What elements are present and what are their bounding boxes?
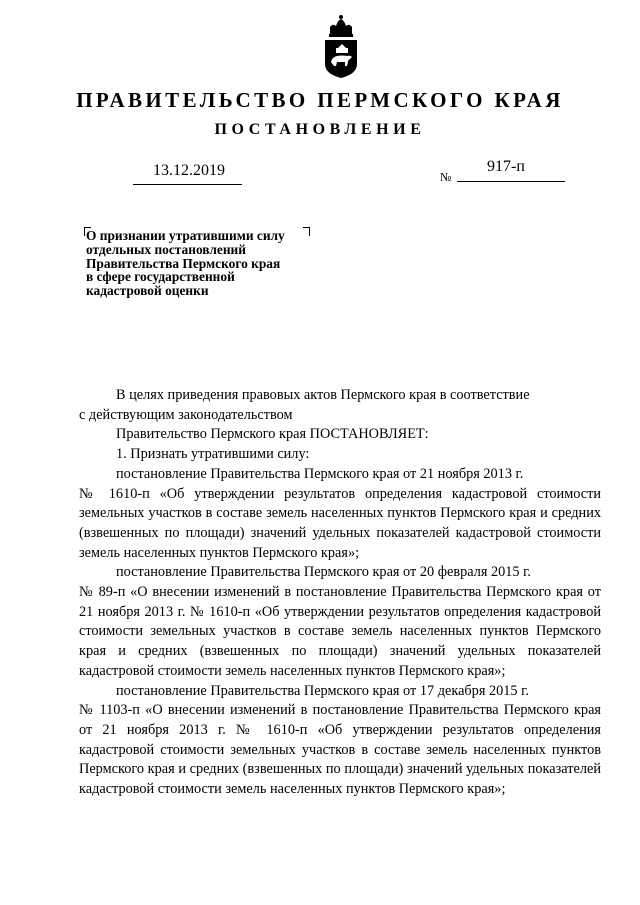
date-underline bbox=[133, 184, 242, 185]
body-paragraph: постановление Правительства Пермского края от 20 февраля 2015 г. bbox=[116, 564, 531, 581]
body-paragraph: № 1103-п «О внесении изменений в постановление Правительства Пермского края от 21 ноября 2013 г. № 1610-п «Об утверждении результатов определения кадастровой стоимости земельных участков в составе земель населенных пунктов Пермского края и средних (взвешенных по площади) значений удельных показателей кадастровой стоимости земель населенных пунктов Пермского края»; bbox=[79, 702, 601, 798]
number-sign: № bbox=[440, 170, 452, 184]
body-paragraph: 1. Признать утратившими силу: bbox=[116, 446, 310, 463]
perm-krai-coat-of-arms-icon bbox=[322, 14, 360, 80]
body-paragraph: Правительство Пермского края ПОСТАНОВЛЯЕТ: bbox=[116, 426, 429, 443]
document-body bbox=[79, 386, 601, 800]
document-date: 13.12.2019 bbox=[153, 162, 225, 179]
document-type: ПОСТАНОВЛЕНИЕ bbox=[214, 121, 426, 138]
subject-line: Правительства Пермского края bbox=[86, 255, 281, 271]
body-paragraph: с действующим законодательством bbox=[79, 406, 293, 423]
body-paragraph: В целях приведения правовых актов Пермского края в соответствие bbox=[116, 387, 530, 403]
body-paragraph: № 1610-п «Об утверждении результатов определения кадастровой стоимости земельных участков в составе земель населенных пунктов Пермского края и средних (взвешенных по площади) значений удельных показателей кадастровой стоимости земель населенных пунктов Пермского края»; bbox=[79, 485, 601, 561]
subject-line: в сфере государственной bbox=[86, 269, 235, 285]
body-paragraph: постановление Правительства Пермского края от 17 декабря 2015 г. bbox=[116, 682, 529, 699]
government-title: ПРАВИТЕЛЬСТВО ПЕРМСКОГО КРАЯ bbox=[76, 88, 564, 112]
document-subject bbox=[86, 229, 326, 298]
document-number: 917-п bbox=[487, 158, 525, 175]
subject-line: О признании утратившими силу bbox=[86, 228, 285, 243]
subject-line: отдельных постановлений bbox=[86, 241, 246, 257]
body-paragraph: № 89-п «О внесении изменений в постановление Правительства Пермского края от 21 ноября 2013 г. № 1610-п «Об утверждении результатов определения кадастровой стоимости земельных участков в составе земель населенных пунктов Пермского края и средних (взвешенных по площади) значений удельных показателей кадастровой стоимости земель населенных пунктов Пермского края»; bbox=[79, 584, 601, 679]
subject-line: кадастровой оценки bbox=[86, 283, 209, 299]
body-paragraph: постановление Правительства Пермского края от 21 ноября 2013 г. bbox=[116, 465, 524, 482]
number-underline bbox=[457, 181, 565, 182]
